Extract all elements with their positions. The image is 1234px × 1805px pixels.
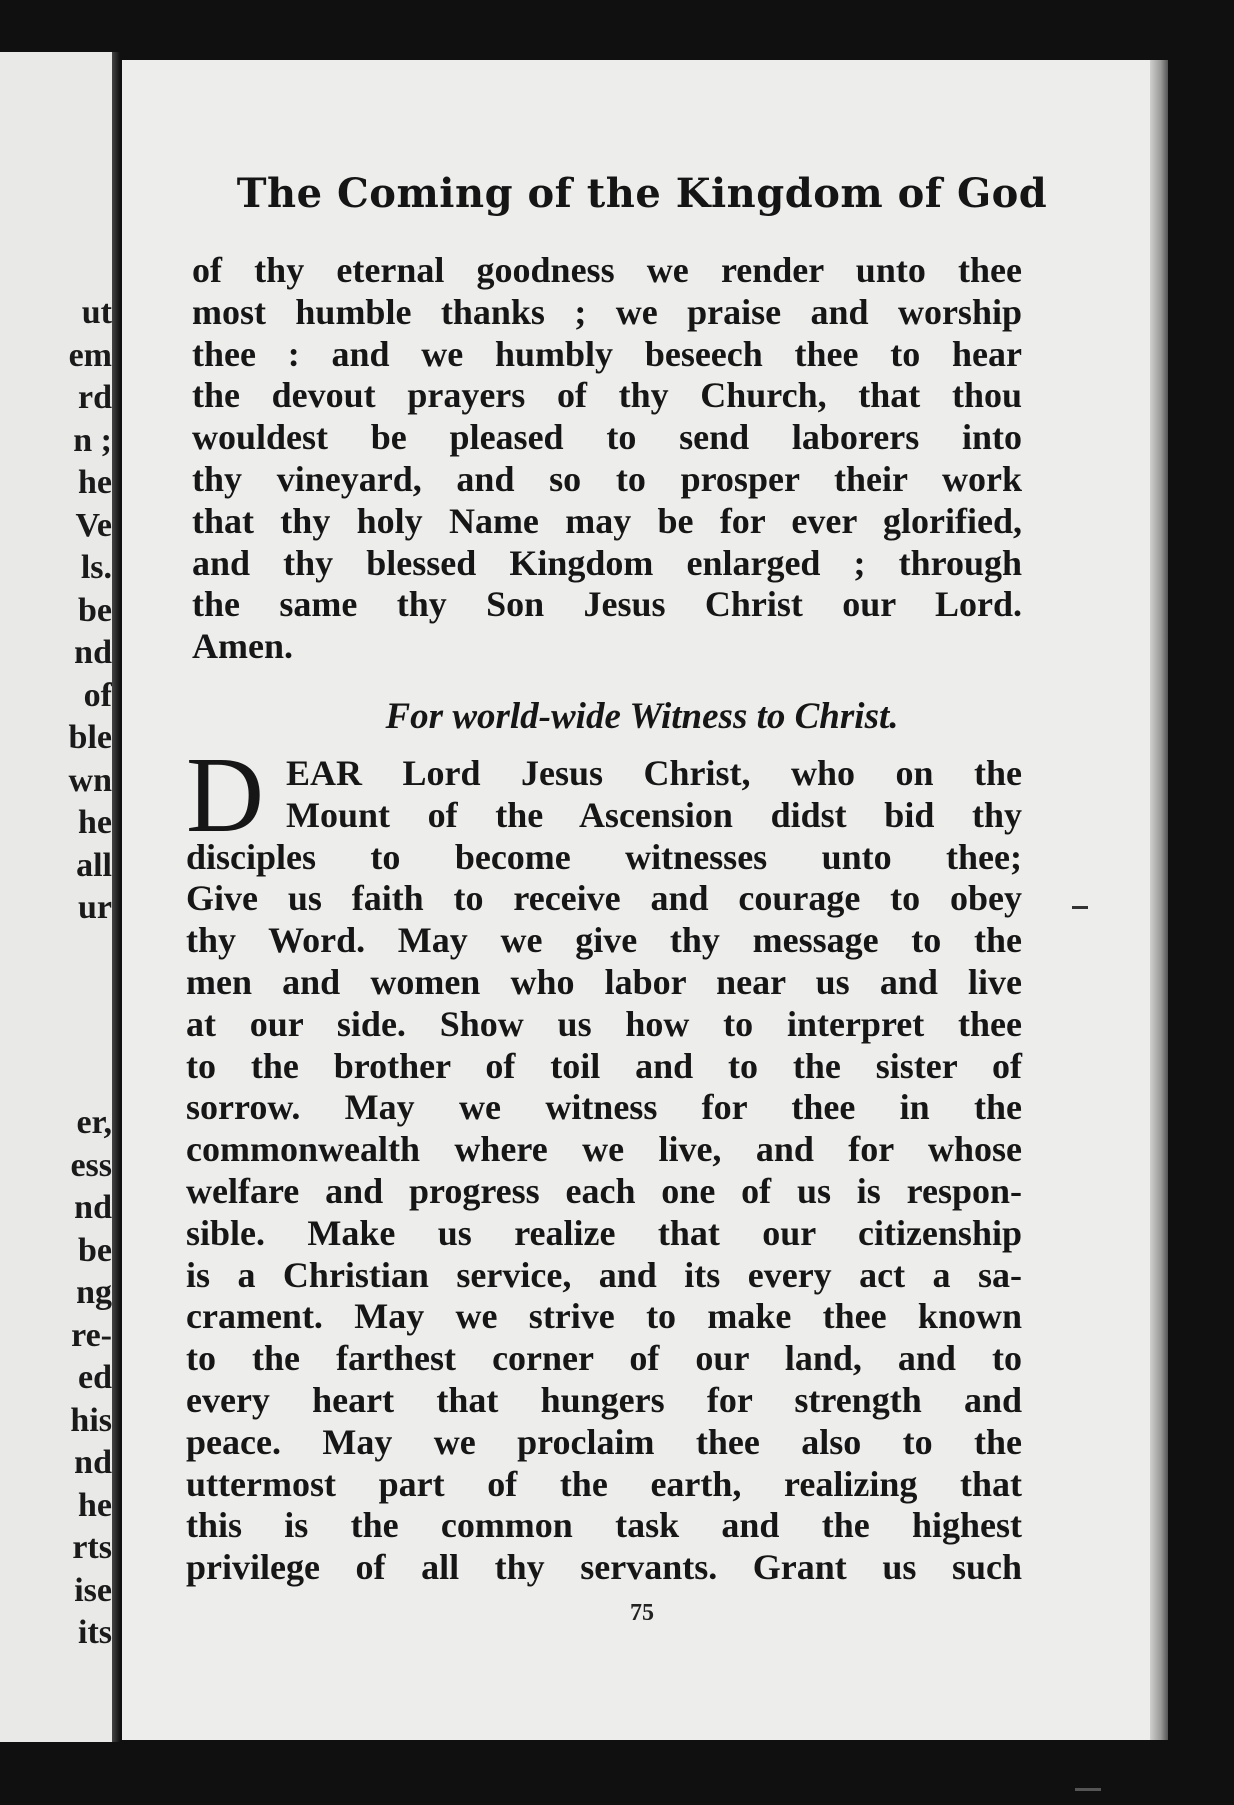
text-line: most humble thanks ; we praise and worship — [192, 291, 1022, 332]
text-line: of thy eternal goodness we render unto thee — [192, 250, 1022, 290]
text-line: sible. Make us realize that our citizenship — [186, 1212, 1022, 1253]
text-line: EAR Lord Jesus Christ, who on the — [286, 753, 1022, 793]
text-line: peace. May we proclaim thee also to the — [186, 1421, 1022, 1462]
prayer-paragraph-continued — [192, 250, 1022, 668]
text-line: crament. May we strive to make thee known — [186, 1296, 1022, 1337]
line-fragment: he — [78, 1486, 112, 1524]
facing-page-upper-fragments — [69, 292, 112, 930]
text-line: uttermost part of the earth, realizing that — [186, 1463, 1022, 1504]
text-line: welfare and progress each one of us is respon- — [186, 1170, 1022, 1211]
section-heading: For world-wide Witness to Christ. — [385, 696, 899, 737]
prayer-paragraph — [186, 736, 1022, 1589]
line-fragment: be — [78, 591, 112, 629]
text-line: privilege of all thy servants. Grant us such — [186, 1547, 1022, 1588]
book-page — [122, 60, 1162, 1740]
text-line: to the brother of toil and to the sister of — [186, 1045, 1022, 1086]
text-line: that thy holy Name may be for ever glorified, — [192, 500, 1022, 541]
drop-cap: D — [186, 736, 264, 855]
line-fragment: n ; — [73, 421, 112, 459]
text-line: commonwealth where we live, and for whose — [186, 1129, 1022, 1170]
text-line: thee : and we humbly beseech thee to hear — [192, 333, 1022, 374]
text-line: at our side. Show us how to interpret thee — [186, 1003, 1022, 1044]
line-fragment: be — [78, 1231, 112, 1269]
text-line: wouldest be pleased to send laborers into — [192, 417, 1022, 458]
line-fragment: he — [78, 804, 112, 841]
line-fragment: its — [78, 1614, 112, 1651]
text-line: Give us faith to receive and courage to obey — [186, 878, 1022, 919]
page-edge — [1150, 60, 1168, 1740]
scan-speck — [1075, 1788, 1101, 1791]
line-fragment: nd — [74, 1189, 112, 1226]
line-fragment: wn — [68, 761, 112, 799]
line-fragment: ut — [81, 294, 112, 331]
facing-page-lower-fragments — [70, 1102, 112, 1655]
text-line: thy Word. May we give thy message to the — [186, 920, 1022, 961]
line-fragment: nd — [74, 1444, 112, 1481]
gutter-shadow — [112, 52, 120, 1742]
line-fragment: rts — [72, 1529, 112, 1566]
text-line: is a Christian service, and its every act a sa- — [186, 1254, 1022, 1295]
text-line: Mount of the Ascension didst bid thy — [286, 794, 1022, 835]
text-line: disciples to become witnesses unto thee; — [186, 836, 1022, 877]
text-line: every heart that hungers for strength and — [186, 1379, 1022, 1420]
text-line: sorrow. May we witness for thee in the — [186, 1087, 1022, 1128]
line-fragment: re- — [71, 1316, 112, 1354]
line-fragment: ble — [68, 719, 112, 756]
text-line: the same thy Son Jesus Christ our Lord. — [192, 584, 1022, 625]
line-fragment: he — [78, 464, 112, 501]
line-fragment: Ve — [75, 506, 112, 544]
text-line: Amen. — [192, 626, 293, 667]
line-fragment: his — [70, 1401, 112, 1439]
line-fragment: ls. — [80, 549, 112, 586]
text-line: the devout prayers of thy Church, that thou — [192, 375, 1022, 416]
line-fragment: nd — [74, 634, 112, 671]
running-head: The Coming of the Kingdom of God — [236, 170, 1048, 217]
text-line: and thy blessed Kingdom enlarged ; through — [192, 542, 1022, 583]
page-number: 75 — [630, 1600, 654, 1626]
line-fragment: em — [68, 336, 112, 374]
scan-speck — [1072, 906, 1088, 909]
line-fragment: ess — [70, 1146, 112, 1184]
text-line: to the farthest corner of our land, and to — [186, 1338, 1022, 1379]
line-fragment: ed — [78, 1359, 112, 1396]
line-fragment: all — [76, 846, 112, 884]
line-fragment: er, — [76, 1104, 112, 1141]
line-fragment: of — [83, 676, 112, 714]
line-fragment: rd — [78, 379, 112, 416]
text-line: thy vineyard, and so to prosper their work — [192, 458, 1022, 499]
line-fragment: ng — [76, 1274, 112, 1311]
text-line: this is the common task and the highest — [186, 1505, 1022, 1546]
text-line: men and women who labor near us and live — [186, 961, 1022, 1002]
facing-page-fragment — [0, 52, 118, 1742]
line-fragment: ise — [74, 1571, 112, 1609]
line-fragment: ur — [78, 889, 112, 926]
